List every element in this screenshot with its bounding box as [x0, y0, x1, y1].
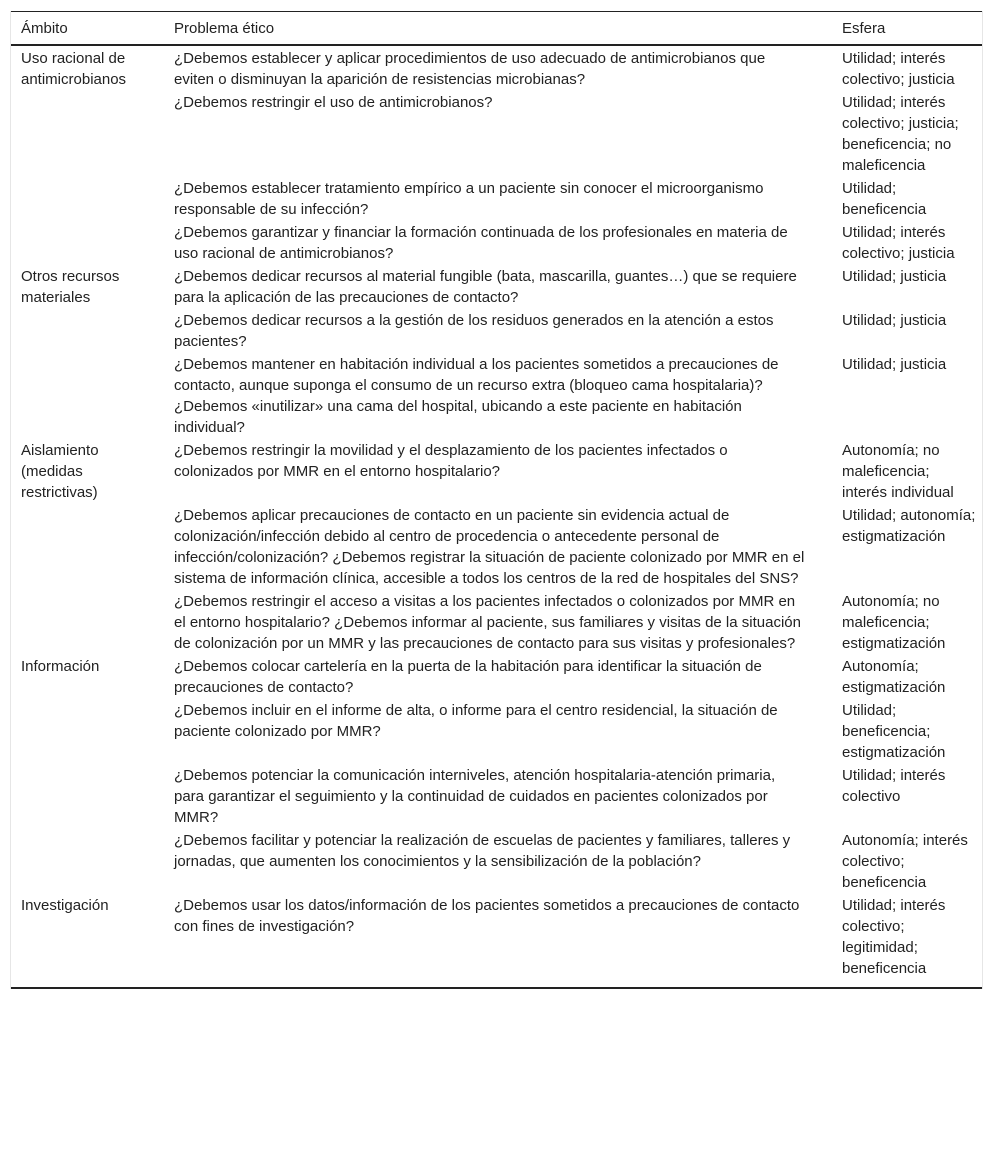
cell-problema: ¿Debemos establecer tratamiento empírico a un paciente sin conocer el microorganismo responsable de su infección?	[174, 180, 764, 218]
table-row	[11, 894, 982, 988]
table-header	[11, 12, 982, 46]
cell-esfera: Utilidad; autonomía; estigmatización	[842, 507, 976, 545]
cell-esfera: Utilidad; justicia	[842, 268, 947, 285]
cell-problema: ¿Debemos usar los datos/información de los pacientes sometidos a precauciones de contacto con fines de investigación?	[174, 897, 800, 935]
cell-esfera: Utilidad; justicia	[842, 312, 947, 329]
cell-problema: ¿Debemos establecer y aplicar procedimientos de uso adecuado de antimicrobianos que eviten o disminuyan la aparición de resistencias microbianas?	[174, 50, 766, 88]
cell-ambito: Investigación	[21, 897, 109, 914]
cell-problema: ¿Debemos mantener en habitación individual a los pacientes sometidos a precauciones de contacto, aunque suponga el consumo de un recurso extra (bloqueo cama hospitalaria)? ¿Debemos «inutilizar» una cama del hospital, ubicando a este paciente en habitación individual?	[174, 356, 779, 436]
cell-problema: ¿Debemos aplicar precauciones de contacto en un paciente sin evidencia actual de colonización/infección debido al centro de procedencia o antecedente personal de infección/colonización? ¿Debemos registrar la situación de paciente colonizado por MMR en el sistema de información clínica, accesible a todos los centros de la red de hospitales del SNS?	[174, 507, 805, 587]
cell-esfera: Utilidad; interés colectivo; justicia	[842, 50, 955, 88]
cell-esfera: Utilidad; interés colectivo	[842, 767, 946, 805]
cell-esfera: Autonomía; interés colectivo; beneficencia	[842, 832, 968, 891]
header-esfera: Esfera	[842, 20, 886, 37]
cell-problema: ¿Debemos dedicar recursos al material fungible (bata, mascarilla, guantes…) que se requiere para la aplicación de las precauciones de contacto?	[174, 268, 797, 306]
cell-problema: ¿Debemos restringir el uso de antimicrobianos?	[174, 94, 493, 111]
cell-problema: ¿Debemos restringir el acceso a visitas a los pacientes infectados o colonizados por MMR en el entorno hospitalario? ¿Debemos informar al paciente, sus familiares y visitas de la situación de colonización por un MMR y las precauciones de contacto para sus visitas y profesionales?	[174, 593, 801, 652]
ethics-table-frame	[10, 11, 983, 989]
header-problema: Problema ético	[174, 20, 275, 37]
cell-esfera: Utilidad; beneficencia	[842, 180, 927, 218]
cell-ambito: Uso racional de antimicrobianos	[21, 50, 127, 88]
table-row	[11, 265, 982, 309]
table-body	[11, 45, 982, 988]
cell-ambito: Otros recursos materiales	[21, 268, 120, 306]
cell-ambito: Información	[21, 658, 100, 675]
cell-esfera: Utilidad; beneficencia; estigmatización	[842, 702, 946, 761]
cell-problema: ¿Debemos garantizar y financiar la formación continuada de los profesionales en materia de uso racional de antimicrobianos?	[174, 224, 788, 262]
cell-esfera: Utilidad; interés colectivo; justicia	[842, 224, 955, 262]
cell-problema: ¿Debemos potenciar la comunicación interniveles, atención hospitalaria-atención primaria, para garantizar el seguimiento y la continuidad de cuidados en pacientes colonizados por MMR?	[174, 767, 776, 826]
cell-problema: ¿Debemos incluir en el informe de alta, o informe para el centro residencial, la situación de paciente colonizado por MMR?	[174, 702, 778, 740]
header-ambito: Ámbito	[21, 20, 68, 37]
cell-problema: ¿Debemos dedicar recursos a la gestión de los residuos generados en la atención a estos pacientes?	[174, 312, 774, 350]
cell-problema: ¿Debemos restringir la movilidad y el desplazamiento de los pacientes infectados o colonizados por MMR en el entorno hospitalario?	[174, 442, 728, 480]
cell-esfera: Autonomía; no maleficencia; interés individual	[842, 442, 954, 501]
cell-esfera: Utilidad; interés colectivo; legitimidad; beneficencia	[842, 897, 946, 977]
cell-problema: ¿Debemos colocar cartelería en la puerta de la habitación para identificar la situación de precauciones de contacto?	[174, 658, 762, 696]
table-row	[11, 439, 982, 504]
cell-esfera: Utilidad; interés colectivo; justicia; beneficencia; no maleficencia	[842, 94, 959, 174]
table-row	[11, 45, 982, 91]
cell-problema: ¿Debemos facilitar y potenciar la realización de escuelas de pacientes y familiares, talleres y jornadas, que aumenten los conocimientos y la sensibilización de la población?	[174, 832, 791, 870]
cell-esfera: Autonomía; no maleficencia; estigmatización	[842, 593, 946, 652]
cell-esfera: Utilidad; justicia	[842, 356, 947, 373]
ethics-table	[11, 11, 982, 989]
table-row	[11, 655, 982, 699]
cell-ambito: Aislamiento (medidas restrictivas)	[21, 442, 99, 501]
cell-esfera: Autonomía; estigmatización	[842, 658, 946, 696]
